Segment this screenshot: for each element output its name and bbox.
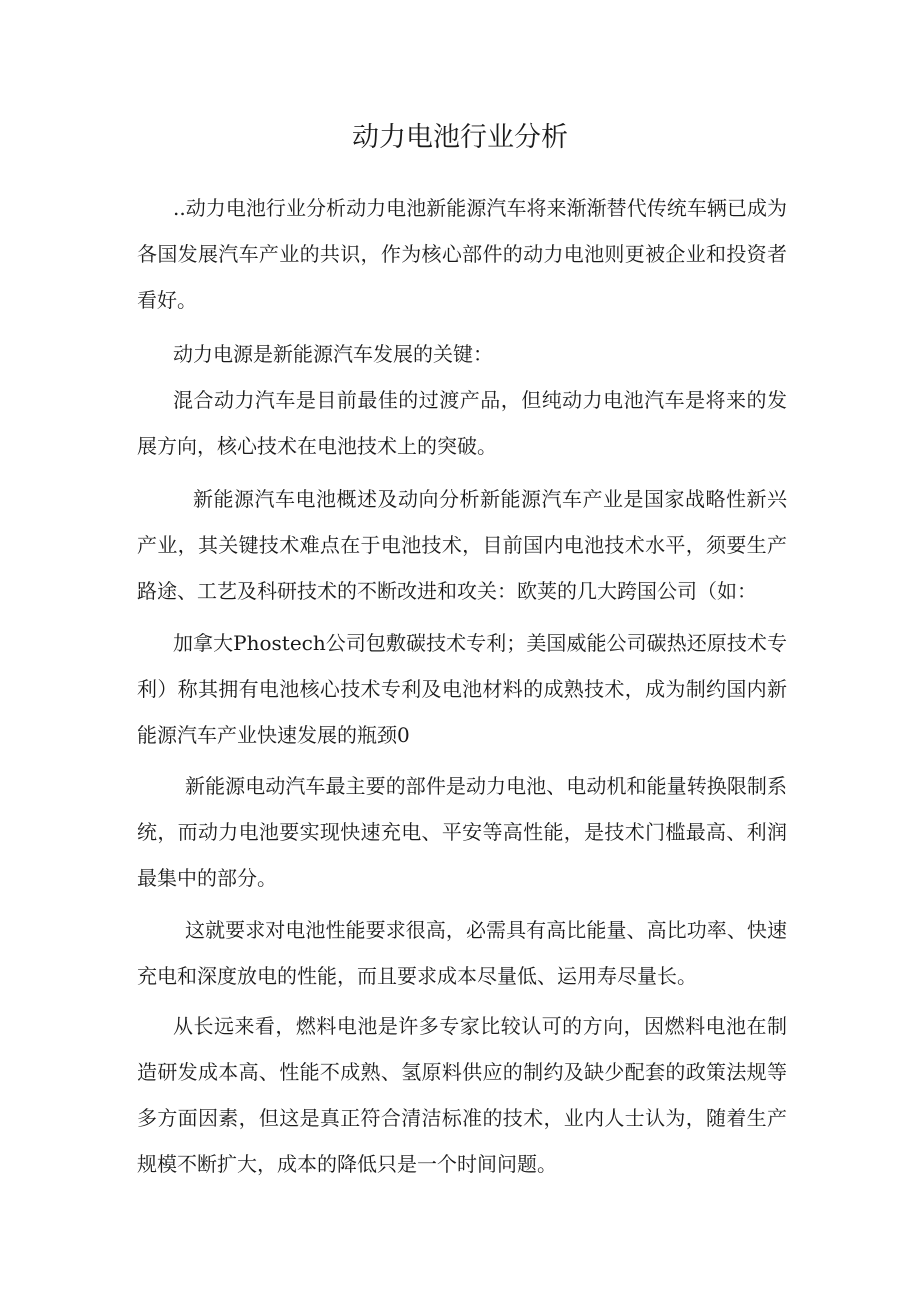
paragraph-fuel-cell: 从长远来看，燃料电池是许多专家比较认可的方向，因燃料电池在制造研发成本高、性能不成熟、氢原料供应的制约及缺少配套的政策法规等多方面因素，但这是真正符合清洁标准的技术，业内人士认为，随着生产规模不断扩大，成本的降低只是一个时间问题。: [137, 1014, 787, 1176]
paragraph-power-source: 动力电源是新能源汽车发展的关键：: [173, 342, 493, 366]
document-title: 动力电池行业分析: [352, 122, 568, 153]
paragraph-intro: ..动力电池行业分析动力电池新能源汽车将来渐渐替代传统车辆已成为各国发展汽车产业的共识，作为核心部件的动力电池则更被企业和投资者看好。: [137, 196, 787, 312]
paragraph-battery-overview: 新能源汽车电池概述及动向分析新能源汽车产业是国家战略性新兴产业，其关键技术难点在于电池技术，目前国内电池技术水平，须要生产路途、工艺及科研技术的不断改进和攻关：欧荚的几大跨国公司（如：: [137, 487, 787, 603]
paragraph-patents: 加拿大Phostech公司包敷碳技术专利；美国威能公司碳热还原技术专利）称其拥有电池核心技术专利及电池材料的成熟技术，成为制约国内新能源汽车产业快速发展的瓶颈0: [137, 631, 787, 747]
paragraph-performance: 这就要求对电池性能要求很高，必需具有高比能量、高比功率、快速充电和深度放电的性能，而且要求成本尽量低、运用寿尽量长。: [137, 918, 787, 988]
paragraph-key-components: 新能源电动汽车最主要的部件是动力电池、电动机和能量转换限制系统，而动力电池要实现快速充电、平安等高性能，是技术门槛最高、利润最集中的部分。: [137, 774, 787, 890]
paragraph-hybrid: 混合动力汽车是目前最佳的过渡产品，但纯动力电池汽车是将来的发展方向，核心技术在电池技术上的突破。: [137, 388, 787, 458]
